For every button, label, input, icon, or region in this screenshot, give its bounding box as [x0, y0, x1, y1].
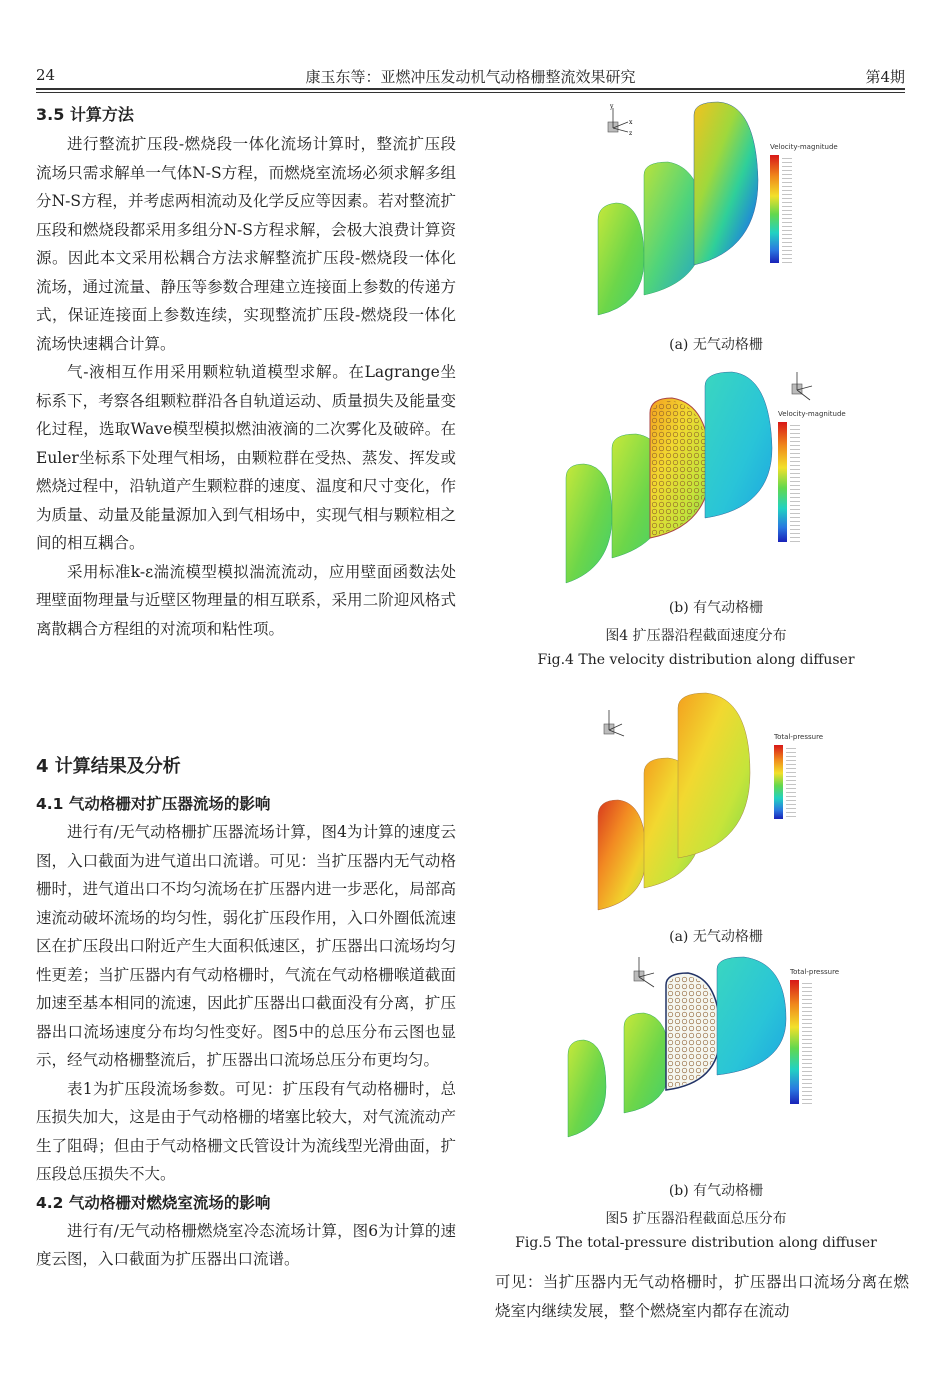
- paragraph-1: 进行整流扩压段-燃烧段一体化流场计算时，整流扩压段流场只需求解单一气体N-S方程，而燃烧室流场必须求解多组分N-S方程，并考虑两相流动及化学反应等因素。若对整流扩压段和燃烧段都采用多组分N-S方程求解，会极大浪费计算资源。因此本文采用松耦合方法求解整流扩压段-燃烧段一体化流场，通过流量、静压等参数合理建立连接面上参数的传递方式，保证连接面上参数连续，实现整流扩压段-燃烧段一体化流场快速耦合计算。: [36, 135, 456, 353]
- issue-number: 第4期: [865, 68, 905, 86]
- fig4-caption-cn: 图4 扩压器沿程截面速度分布: [605, 628, 787, 644]
- paragraph-6: 进行有/无气动格栅燃烧室冷态流场计算，图6为计算的速度云图，入口截面为扩压器出口流谱。: [36, 1221, 456, 1268]
- running-title: 康玉东等：亚燃冲压发动机气动格栅整流效果研究: [305, 68, 636, 86]
- right-column-text: [495, 1268, 909, 1325]
- section-4-1: [36, 790, 456, 1274]
- fig4a-legend: Velocity-magnitude: [770, 143, 838, 263]
- fig5b-caption: (b) 有气动格栅: [668, 1183, 764, 1199]
- axis-triad-icon: [604, 710, 624, 736]
- fig4b-caption: (b) 有气动格栅: [668, 600, 764, 616]
- fig5a-legend: Total-pressure: [774, 733, 823, 819]
- fig4a-caption: (a) 无气动格栅: [669, 337, 763, 353]
- paragraph-4: 进行有/无气动格栅扩压器流场计算，图4为计算的速度云图，入口截面为进气道出口流谱。可见：当扩压器内无气动格栅时，进气道出口不均匀流场在扩压器内进一步恶化，局部高速流动破坏流场的均匀性，弱化扩压段作用，入口外圈低流速区在扩压段出口附近产生大面积低速区，扩压器出口流场均匀性更差；当扩压器内有气动格栅时，气流在气动格栅喉道截面加速至基本相同的流速，因此扩压器出口截面没有分离，扩压器出口流场速度分布均匀性变好。图5中的总压分布云图也显示，经气动格栅整流后，扩压器出口流场总压分布更均匀。: [36, 823, 456, 1069]
- section-4: [36, 752, 456, 782]
- fig5-caption-en: Fig.5 The total-pressure distribution along diffuser: [515, 1235, 877, 1251]
- section-4-2-title: 4.2 气动格栅对燃烧室流场的影响: [36, 1193, 271, 1212]
- left-column: [36, 100, 456, 643]
- svg-text:z: z: [629, 130, 633, 137]
- svg-text:y: y: [610, 103, 614, 110]
- fig5a-caption: (a) 无气动格栅: [669, 929, 763, 945]
- page-number: 24: [36, 66, 56, 84]
- svg-text:x: x: [629, 119, 633, 126]
- axis-triad-icon: [792, 372, 812, 400]
- header-rule: [36, 88, 905, 93]
- section-4-title: 4 计算结果及分析: [36, 756, 181, 777]
- paragraph-5: 表1为扩压段流场参数。可见：扩压段有气动格栅时，总压损失加大，这是由于气动格栅的堵塞比较大，对气流流动产生了阻碍；但由于气动格栅文氏管设计为流线型光滑曲面，扩压段总压损失不大。: [36, 1079, 456, 1183]
- fig4b-legend: Velocity-magnitude: [778, 410, 846, 542]
- fig4a-tick-labels: [782, 155, 792, 263]
- axis-triad-icon: [608, 103, 633, 137]
- axis-triad-icon: [634, 957, 654, 987]
- fig5b-legend: Total-pressure: [790, 968, 839, 1104]
- paragraph-right-bottom: 可见：当扩压器内无气动格栅时，扩压器出口流场分离在燃烧室内继续发展，整个燃烧室内都存在流动: [495, 1273, 909, 1320]
- section-4-1-title: 4.1 气动格栅对扩压器流场的影响: [36, 795, 271, 813]
- paragraph-3: 采用标准k-ε湍流模型模拟湍流流动，应用壁面函数法处理壁面物理量与近壁区物理量的相互联系，采用二阶迎风格式离散耦合方程组的对流项和粘性项。: [36, 562, 456, 638]
- fig4-caption-en: Fig.4 The velocity distribution along diffuser: [537, 652, 855, 668]
- fig5-caption-cn: 图5 扩压器沿程截面总压分布: [605, 1211, 787, 1227]
- page-header: [36, 62, 905, 88]
- paragraph-2: 气-液相互作用采用颗粒轨道模型求解。在Lagrange坐标系下，考察各组颗粒群沿各自轨道运动、质量损失及能量变化过程，选取Wave模型模拟燃油液滴的二次雾化及破碎。在Euler坐标系下处理气相场，由颗粒群在受热、蒸发、挥发或燃烧过程中，沿轨道产生颗粒群的速度、温度和尺寸变化，作为质量、动量及能量源加入到气相场中，实现气相与颗粒相之间的相互耦合。: [36, 363, 456, 552]
- section-3-5-title: 3.5 计算方法: [36, 105, 134, 124]
